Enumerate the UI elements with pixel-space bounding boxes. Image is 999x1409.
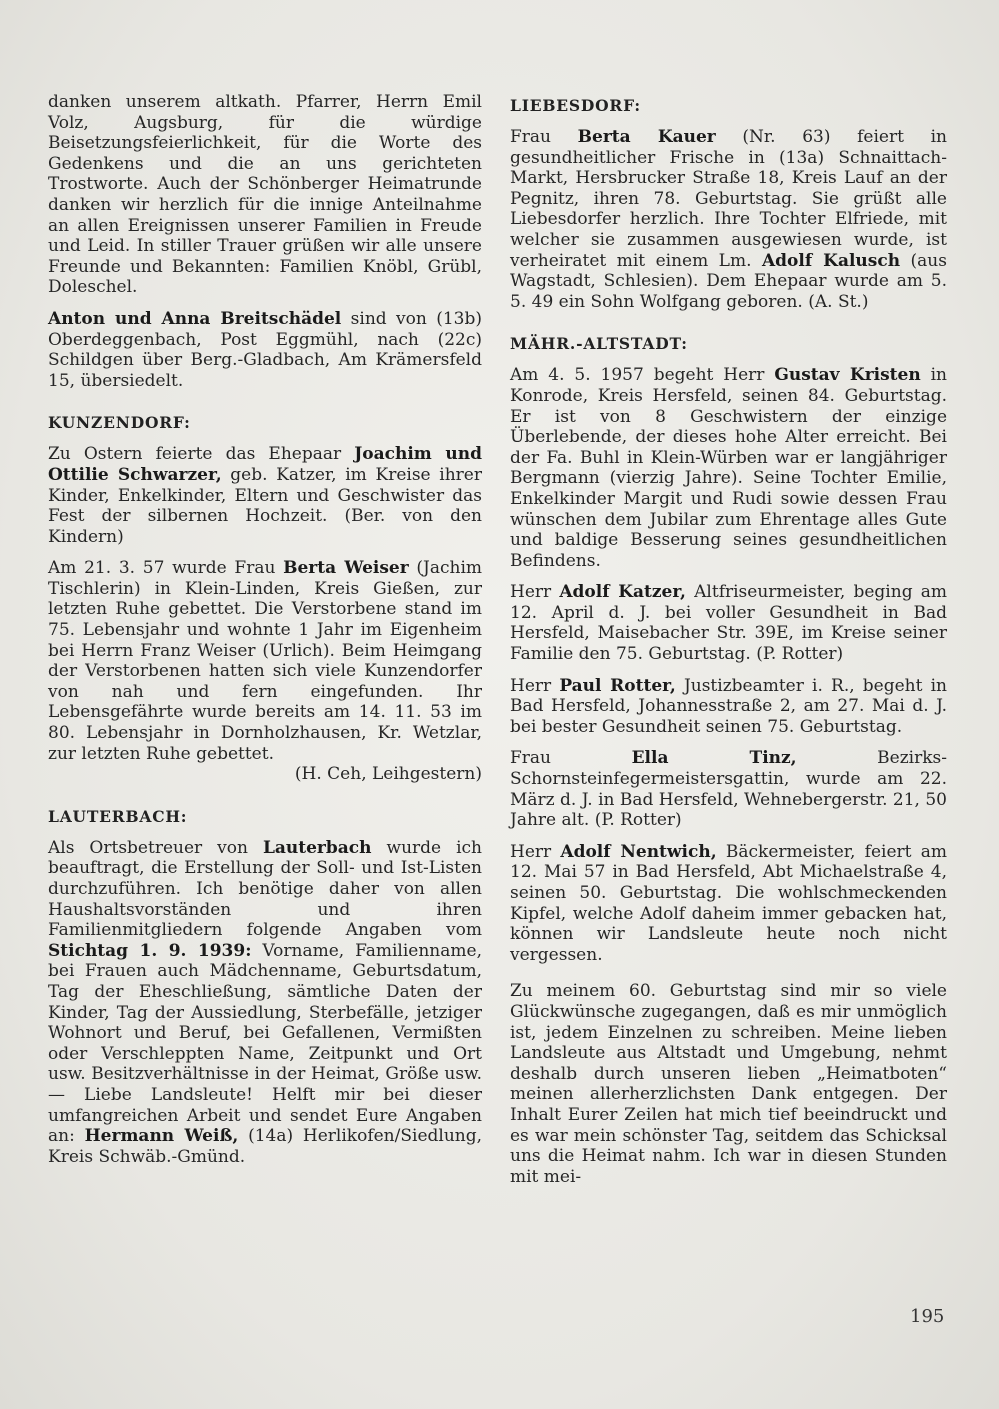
name-tinz: Ella Tinz, — [631, 748, 797, 769]
name-schwarzer: Joachim und Ottilie Schwarzer, — [48, 444, 482, 485]
paragraph-nentwich — [510, 842, 947, 966]
paragraph-rotter — [510, 676, 947, 738]
signature-text: (H. Ceh, Leihgestern) — [294, 764, 482, 785]
text-b: wurde ich beauftragt, die Erstellung der Soll- und Ist-Listen durchzuführen. Ich benötige daher von allen Haushaltsvorständen und ihren Familienmitgliedern folgende Angaben vom — [48, 837, 482, 941]
text-a: Am 4. 5. 1957 begeht Herr — [510, 365, 775, 386]
text-a: Am 21. 3. 57 wurde Frau — [48, 558, 284, 579]
text-b: Bezirks-Schornsteinfegermeistersgattin, wurde am 22. März d. J. in Bad Hersfeld, Wehnebergerstr. 21, 50 Jahre alt. (P. Rotter) — [510, 748, 947, 831]
text-c: (aus Wagstadt, Schlesien). Dem Ehepaar wurde am 5. 5. 49 ein Sohn Wolfgang geboren. (A. St.) — [510, 250, 947, 312]
heading-kunzendorf: KUNZENDORF: — [48, 413, 191, 433]
text-b: geb. Katzer, im Kreise ihrer Kinder, Enkelkinder, Eltern und Geschwister das Fest der silbernen Hochzeit. (Ber. von den Kindern) — [48, 464, 482, 547]
page-number: 195 — [910, 1306, 945, 1327]
text-c: Vorname, Familienname, bei Frauen auch Mädchenname, Geburtsdatum, Tag der Eheschließung, sämtliche Daten der Kinder, Tag der Aussiedlung, Sterbefälle, jetziger Wohnort und Beruf, bei Gefallenen, Vermißten oder Verschleppten Name, Zeitpunkt und Ort usw. Besitzverhältnisse in der Heimat, Größe usw. — Liebe Landsleute! Helft mir bei dieser umfangreichen Arbeit und sendet Eure Angaben an: — [48, 940, 482, 1147]
text-a: Herr — [510, 582, 560, 603]
text-a: Frau — [510, 748, 632, 769]
text-a: Zu Ostern feierte das Ehepaar — [48, 444, 355, 465]
name-kauer: Berta Kauer — [577, 127, 716, 147]
text-b: (Jachim Tischlerin) in Klein-Linden, Kreis Gießen, zur letzten Ruhe gebettet. Die Verstorbene stand im 75. Lebensjahr und wohnte 1 Jahr im Eigenheim bei Herrn Franz Weiser (Urlich). Beim Heimgang der Verstorbenen hatten sich viele Kunzendorfer von nah und fern eingefunden. Ihr Lebensgefährte wurde bereits am 14. 11. 53 im 80. Lebensjahr in Dornholzhausen, Kr. Wetzlar, zur letzten Ruhe gebettet. — [48, 558, 483, 764]
heading-lauterbach: LAUTERBACH: — [48, 806, 188, 826]
paragraph-lauterbach — [48, 838, 482, 1168]
name-weiss: Hermann Weiß, — [84, 1126, 239, 1147]
paragraph-kauer — [510, 127, 947, 312]
text-b: Justizbeamter i. R., begeht in Bad Hersfeld, Johannesstraße 2, am 27. Mai d. J. bei bester Gesundheit seinen 75. Geburtstag. — [510, 675, 948, 737]
name-kalusch: Adolf Kalusch — [761, 250, 901, 271]
text-a: Herr — [510, 675, 560, 696]
left-column — [48, 92, 482, 1178]
name-breitschaedel: Anton und Anna Breitschädel — [48, 308, 342, 329]
text-a: Herr — [510, 841, 561, 862]
paragraph-breitschaedel — [48, 309, 482, 391]
text-breitschaedel: sind von (13b) Oberdeggenbach, Post Eggmühl, nach (22c) Schildgen über Berg.-Gladbach, Am Krämersfeld 15, übersiedelt. — [48, 308, 482, 391]
text-b: (Nr. 63) feiert in gesundheitlicher Frische in (13a) Schnaittach-Markt, Hersbrucker Straße 18, Kreis Lauf an der Pegnitz, ihren 78. Geburtstag. Sie grüßt alle Liebesdorfer herzlich. Ihre Tochter Elfriede, mit welcher sie zusammen ausgewiesen wurde, ist verheiratet mit einem Lm. — [510, 127, 947, 271]
name-rotter: Paul Rotter, — [559, 675, 676, 696]
paragraph-tinz — [510, 748, 947, 830]
name-lauterbach: Lauterbach — [262, 837, 372, 858]
name-nentwich: Adolf Nentwich, — [560, 841, 717, 862]
paragraph-katzer — [510, 582, 947, 664]
paragraph-kristen — [510, 365, 947, 571]
heading-liebesdorf: LIEBESDORF: — [510, 96, 641, 115]
paragraph-birthday-thanks: Zu meinem 60. Geburtstag sind mir so viele Glückwünsche zugegangen, daß es mir unmöglich ist, jedem Einzelnen zu schreiben. Meine lieben Landsleute aus Altstadt und Umgebung, nehmt deshalb durch unseren lieben „Heimatboten“ meinen allerherzlichsten Dank entgegen. Der Inhalt Eurer Zeilen hat mich tief beeindruckt und es war mein schönster Tag, seitdem das Schicksal uns die Heimat nahm. Ich war in diesen Stunden mit mei- — [510, 981, 947, 1187]
text-b: Bäckermeister, feiert am 12. Mai 57 in Bad Hersfeld, Abt Michaelstraße 4, seinen 50. Geburtstag. Die wohlschmeckenden Kipfel, welche Adolf daheim immer gebacken hat, können wir Landsleute heute noch nicht vergessen. — [510, 841, 947, 965]
heading-maehr-altstadt: MÄHR.-ALTSTADT: — [510, 334, 688, 354]
text-a: Frau — [510, 127, 578, 147]
paragraph-weiser — [48, 558, 482, 764]
text-d: (14a) Herlikofen/Siedlung, Kreis Schwäb.-Gmünd. — [48, 1126, 483, 1167]
paragraph-schwarzer — [48, 444, 482, 547]
text-b: Altfriseurmeister, beging am 12. April d. J. bei voller Gesundheit in Bad Hersfeld, Maisebacher Str. 39E, im Kreise seiner Familie den 75. Geburtstag. (P. Rotter) — [510, 582, 948, 665]
paragraph-thanks: danken unserem altkath. Pfarrer, Herrn Emil Volz, Augsburg, für die würdige Beisetzungsfeierlichkeit, für die Worte des Gedenkens und die an uns gerichteten Trostworte. Auch der Schönberger Heimatrunde danken wir herzlich für die innige Anteilnahme an allen Ereignissen unserer Familien in Freude und Leid. In stiller Trauer grüßen wir alle unsere Freunde und Bekannten: Familien Knöbl, Grübl, Doleschel. — [48, 92, 482, 298]
name-weiser: Berta Weiser — [283, 558, 409, 579]
right-column — [510, 92, 947, 1198]
text-a: Als Ortsbetreuer von — [48, 837, 263, 858]
name-kristen: Gustav Kristen — [774, 365, 921, 386]
text-b: in Konrode, Kreis Hersfeld, seinen 84. Geburtstag. Er ist von 8 Geschwistern der einzige Überlebende, der dieses hohe Alter erreicht. Bei der Fa. Buhl in Klein-Würben war er langjähriger Bergmann (vierzig Jahre). Seine Tochter Emilie, Enkelkinder Margit und Rudi sowie dessen Frau wünschen dem Jubilar zum Ehrentage alles Gute und baldige Besserung seines gesundheitlichen Befindens. — [510, 365, 948, 571]
signature-ceh — [48, 764, 482, 785]
name-katzer: Adolf Katzer, — [559, 582, 686, 603]
stichtag-date: Stichtag 1. 9. 1939: — [48, 940, 252, 961]
